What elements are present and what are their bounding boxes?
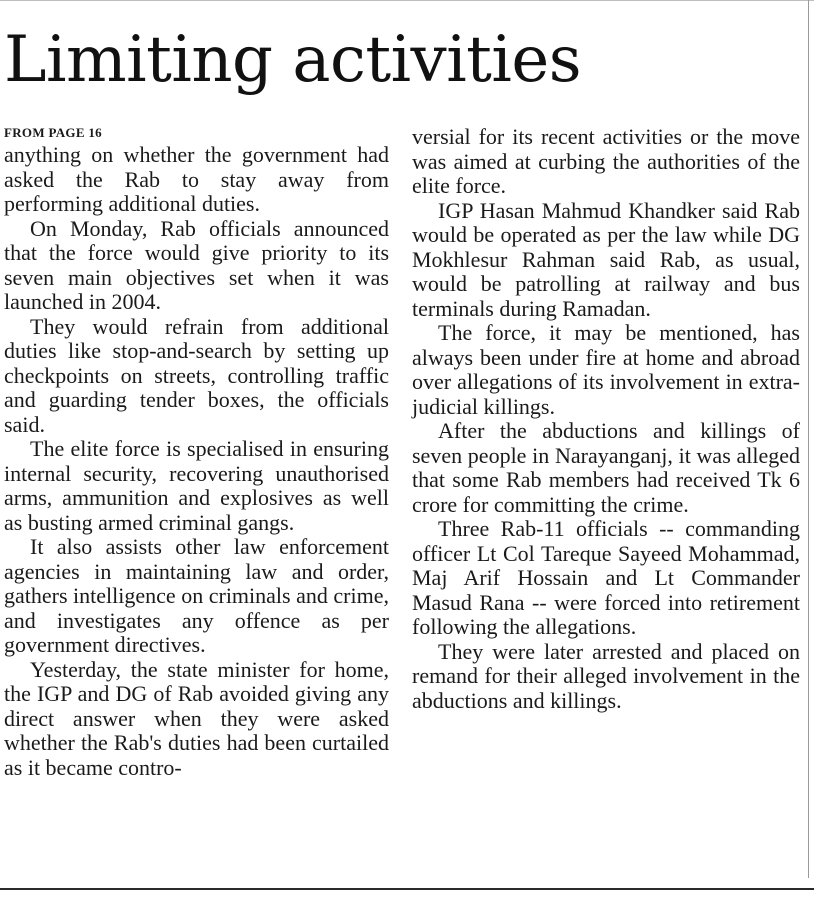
bottom-rule xyxy=(0,888,814,890)
paragraph: The force, it may be mentioned, has always been under fire at home and abroad over allegations of its involvement in extra-judicial killings. xyxy=(412,320,800,419)
paragraph: It also assists other law enforcement agencies in maintaining law and order, gathers intelligence on criminals and crime, and investigates any offence as per government directives. xyxy=(4,534,389,657)
paragraph: IGP Hasan Mahmud Khandker said Rab would be operated as per the law while DG Mokhlesur Rahman said Rab, as usual, would be patrolling at railway and bus terminals during Ramadan. xyxy=(412,197,800,321)
top-rule xyxy=(0,0,814,1)
paragraph: They were later arrested and placed on remand for their alleged involvement in the abductions and killings. xyxy=(412,638,800,713)
paragraph: Yesterday, the state minister for home, the IGP and DG of Rab avoided giving any direct answer when they were asked whether the Rab's duties had been curtailed as it became contro- xyxy=(4,656,389,780)
paragraph: versial for its recent activities or the move was aimed at curbing the authorities of the elite force. xyxy=(412,124,800,198)
paragraph: The elite force is specialised in ensuring internal security, recovering unauthorised arms, ammunition and explosives as well as busting armed criminal gangs. xyxy=(4,436,389,535)
article-column-left xyxy=(4,123,389,780)
paragraph: anything on whether the government had asked the Rab to stay away from performing additional duties. xyxy=(4,142,389,216)
jump-label: FROM PAGE 16 xyxy=(4,125,102,140)
article-column-right xyxy=(412,125,800,713)
paragraph: On Monday, Rab officials announced that the force would give priority to its seven main objectives set when it was launched in 2004. xyxy=(4,215,389,314)
paragraph: After the abductions and killings of seven people in Narayanganj, it was alleged that some Rab members had received Tk 6 crore for committing the crime. xyxy=(412,418,800,517)
paragraph: They would refrain from additional duties like stop-and-search by setting up checkpoints on streets, controlling traffic and guarding tender boxes, the officials said. xyxy=(4,313,389,437)
column-edge-rule xyxy=(808,0,809,878)
paragraph: Three Rab-11 officials -- commanding officer Lt Col Tareque Sayeed Mohammad, Maj Arif Hossain and Lt Commander Masud Rana -- were forced into retirement following the allegations. xyxy=(412,516,800,639)
headline: Limiting activities xyxy=(4,23,582,97)
